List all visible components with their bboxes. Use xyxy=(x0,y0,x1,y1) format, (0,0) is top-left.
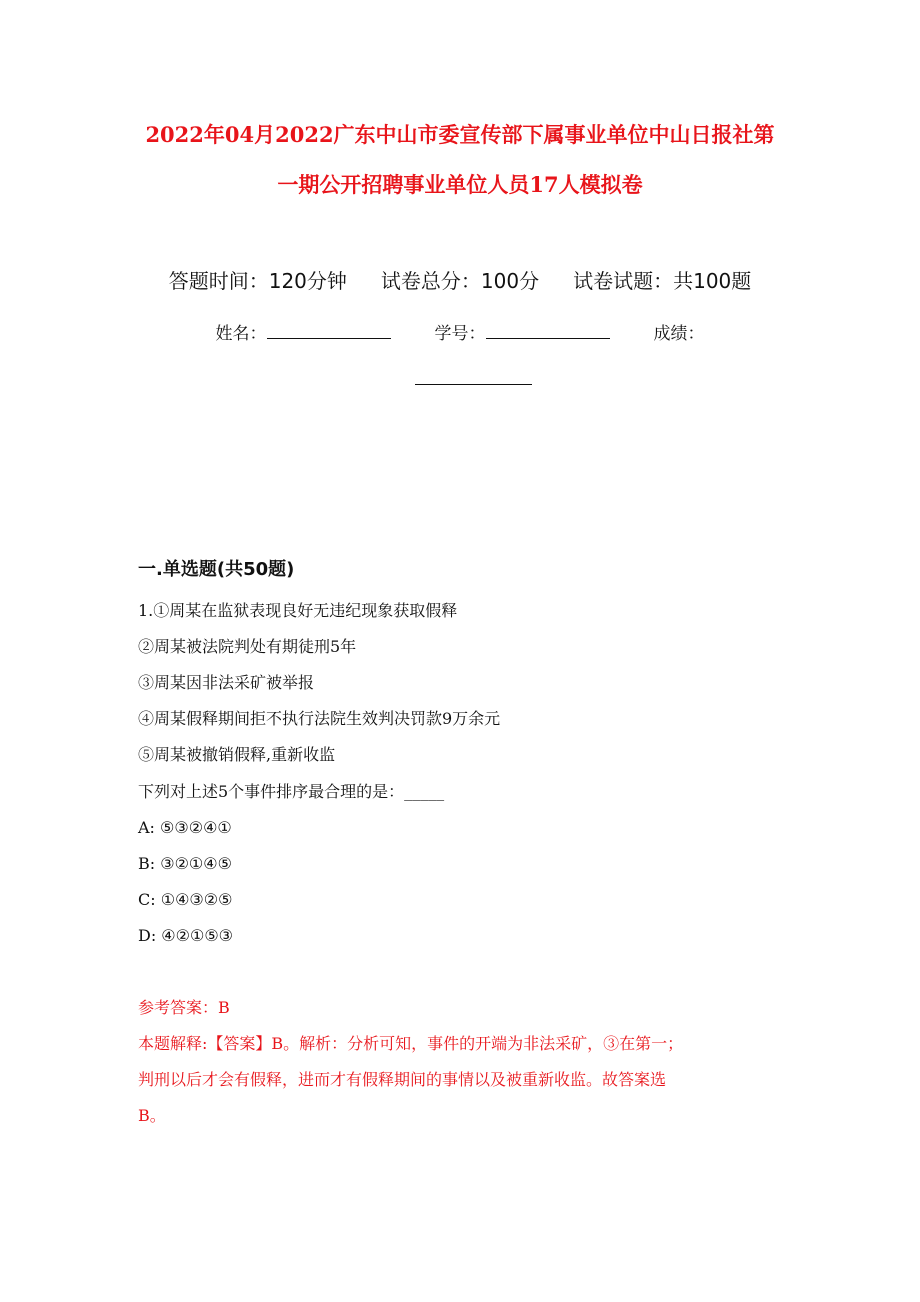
exam-question-count: 试卷试题：共100题 xyxy=(573,269,752,293)
question-line: ②周某被法院判处有期徒刑5年 xyxy=(138,637,357,656)
score-blank xyxy=(415,384,532,385)
option-d: D: ④②①⑤③ xyxy=(138,926,234,945)
option-a: A: ⑤③②④① xyxy=(138,818,232,837)
option-b: B: ③②①④⑤ xyxy=(138,854,232,873)
question-line: 1.①周某在监狱表现良好无违纪现象获取假释 xyxy=(138,601,458,620)
explanation-line: 判刑以后才会有假释，进而才有假释期间的事情以及被重新收监。故答案选 xyxy=(138,1070,667,1089)
reference-answer: 参考答案：B xyxy=(138,998,230,1017)
exam-info-row xyxy=(0,266,920,296)
explanation-line: 本题解释:【答案】B。解析：分析可知，事件的开端为非法采矿，③在第一； xyxy=(138,1034,684,1053)
option-c: C: ①④③②⑤ xyxy=(138,890,233,909)
student-id-label: 学号： xyxy=(434,324,486,344)
student-id-blank xyxy=(486,318,610,339)
name-label: 姓名： xyxy=(215,324,267,344)
student-info-row xyxy=(0,318,920,347)
document-title-line-2: 一期公开招聘事业单位人员17人模拟卷 xyxy=(277,172,643,197)
question-line: ③周某因非法采矿被举报 xyxy=(138,673,315,692)
exam-time: 答题时间：120分钟 xyxy=(168,269,347,293)
question-prompt: 下列对上述5个事件排序最合理的是：_____ xyxy=(138,782,445,801)
document-title-line-1: 2022年04月2022广东中山市委宣传部下属事业单位中山日报社第 xyxy=(145,122,775,147)
question-line: ④周某假释期间拒不执行法院生效判决罚款9万余元 xyxy=(138,709,501,728)
exam-total-score: 试卷总分：100分 xyxy=(380,269,540,293)
question-line: ⑤周某被撤销假释,重新收监 xyxy=(138,745,336,764)
name-blank xyxy=(267,318,391,339)
score-label: 成绩： xyxy=(653,324,705,344)
section-heading: 一.单选题(共50题) xyxy=(138,559,295,580)
explanation-line: B。 xyxy=(138,1106,166,1125)
